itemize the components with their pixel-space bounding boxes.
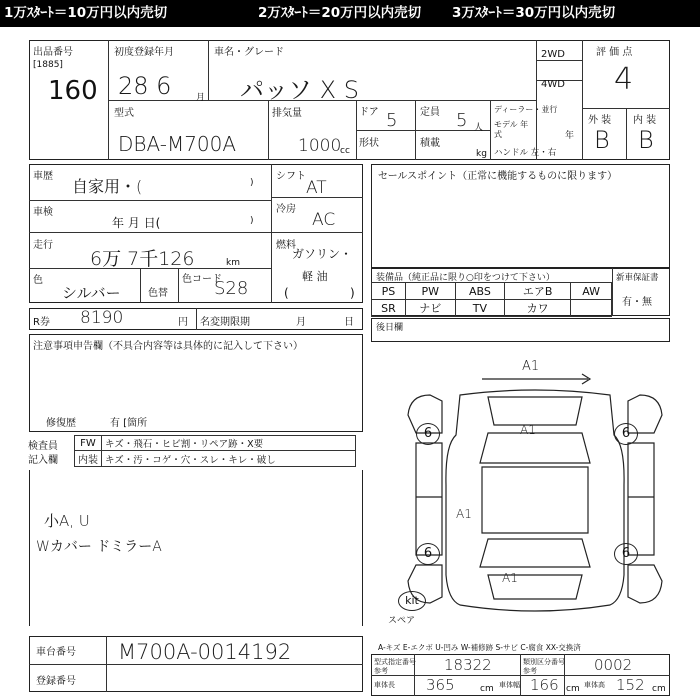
ref-label-1: 参考 (374, 667, 388, 675)
banner-text-3: 3万ｽﾀｰﾄ＝30万円以内売切 (452, 5, 616, 21)
reg-date-value: 28 6 (118, 72, 172, 100)
ac-value: AC (312, 210, 336, 230)
exterior-label: 外 装 (588, 115, 612, 126)
interior-text: キズ・汚・コゲ・穴・スレ・キレ・破し (102, 451, 356, 467)
model-year-label: モデル 年式 (494, 120, 529, 139)
after-label: 後日欄 (376, 323, 404, 333)
interior-label: 内 装 (633, 115, 657, 126)
hand-note-1: 小A, U (44, 512, 90, 530)
lot-sub: [1885] (33, 60, 63, 70)
car-outline-svg (390, 355, 680, 630)
spec-model-label: 型式指定番号 (374, 658, 416, 666)
load-label: 積載 (420, 138, 440, 149)
equip-abs: ABS (455, 283, 505, 300)
spare-kit: kit (398, 591, 426, 611)
tire-rear-left: 6 (416, 543, 440, 565)
equipment-label: 装備品（純正品に限り○印をつけて下さい） (376, 273, 555, 283)
ref-label-2: 参考 (523, 667, 537, 675)
name-value: パッソ X S (240, 76, 359, 104)
color-label: 色 (33, 275, 43, 286)
exterior-grade: B (594, 126, 610, 154)
mileage-unit: km (226, 258, 240, 268)
door-value: 5 (386, 110, 398, 131)
length-unit: cm (480, 684, 494, 694)
due-label: 名変期限期 (200, 317, 250, 328)
recycle-label: R券 (33, 317, 50, 328)
tire-front-left: 6 (416, 423, 440, 445)
damage-a1-side: A1 (456, 507, 472, 521)
dealer-label: ディーラー・並行 (494, 105, 558, 114)
spec-model-value: 18322 (444, 656, 492, 674)
length-value: 365 (426, 676, 455, 694)
fw-cell: FW (75, 436, 102, 451)
equip-tv: TV (455, 300, 505, 317)
recycle-unit: 円 (178, 317, 188, 328)
disp-unit: cc (340, 146, 350, 156)
lot-label: 出品番号 (33, 47, 73, 58)
sales-points-label: セールスポイント（正常に機能するものに限ります） (378, 171, 618, 182)
class-value: 0002 (594, 656, 633, 674)
reg-date-label: 初度登録年月 (114, 47, 174, 58)
capacity-label: 定員 (420, 107, 440, 118)
shift-label: シフト (276, 171, 306, 182)
damage-a1-roof: A1 (520, 423, 536, 437)
width-unit: cm (566, 684, 580, 694)
fuel-label: 燃料 (276, 240, 296, 251)
grade-label: 評 価 点 (596, 47, 633, 58)
color-value: シルバー (62, 284, 121, 302)
inspection-value: 年 月 日( (112, 216, 161, 230)
lot-number: 160 (48, 76, 98, 106)
class-label: 類別区分番号 (523, 658, 565, 666)
chassis-label: 車台番号 (36, 647, 76, 658)
inspection-label: 車検 (33, 207, 53, 218)
equip-ps: PS (372, 283, 406, 300)
year-unit: 年 (565, 131, 575, 141)
load-unit: kg (476, 149, 487, 159)
banner-text-1: 1万ｽﾀｰﾄ＝10万円以内売切 (4, 5, 168, 21)
shape-label: 形状 (359, 138, 379, 149)
recycle-value: 8190 (80, 308, 124, 328)
capacity-value: 5 (456, 110, 468, 131)
auction-banner (0, 0, 700, 27)
tire-front-right: 6 (614, 423, 638, 445)
name-label: 車名・グレード (214, 47, 284, 58)
history-value: 自家用・( (72, 177, 143, 196)
drive-2wd: 2WD (541, 49, 565, 60)
length-label: 車体長 (374, 681, 395, 689)
disp-value: 1000 (298, 136, 342, 156)
height-value: 152 (616, 676, 645, 694)
door-label: ドア (359, 107, 379, 118)
warranty-label: 新車保証書 (616, 273, 659, 283)
due-month: 月 (296, 317, 306, 328)
handle-label: ハンドル 左・右 (494, 148, 557, 158)
disp-label: 排気量 (272, 108, 302, 119)
fuel-value-2: 軽 油 (302, 270, 328, 283)
shift-value: AT (306, 178, 327, 198)
equip-airbag: エアB (505, 283, 571, 300)
damage-legend: A-キズ E-エクボ U-凹み W-補修跡 S-サビ C-腐食 XX-交換済 (378, 643, 581, 652)
color-change-label: 色替 (148, 288, 168, 299)
damage-a1-rear: A1 (502, 571, 518, 585)
color-code-label: 色コード (182, 274, 222, 285)
equip-navi: ナビ (405, 300, 455, 317)
equip-pw: PW (405, 283, 455, 300)
spare-label: スペア (388, 616, 416, 626)
ac-label: 冷房 (276, 204, 296, 215)
width-value: 166 (530, 676, 559, 694)
banner-text-2: 2万ｽﾀｰﾄ＝20万円以内売切 (258, 5, 422, 21)
model-label: 型式 (114, 108, 134, 119)
model-value: DBA-M700A (118, 132, 237, 156)
repair-label: 修復歴 (46, 418, 76, 429)
interior-grade: B (638, 126, 654, 154)
after-note-section (371, 318, 670, 342)
inspector-label-1: 検査員 (28, 441, 58, 452)
mileage-value: 6万 7千126 (90, 248, 195, 270)
repair-value: 有 [箇所 (110, 418, 148, 429)
equip-sr: SR (372, 300, 406, 317)
vehicle-diagram (390, 355, 680, 630)
mileage-label: 走行 (33, 240, 53, 251)
hand-note-2: Wカバー ドミラーA (36, 539, 162, 555)
reg-month-unit: 月 (196, 93, 206, 103)
tire-rear-right: 6 (614, 543, 638, 565)
inspector-table (74, 435, 356, 467)
fw-text: キズ・飛石・ヒビ割・リペア跡・X要 (102, 436, 356, 451)
reg-number-label: 登録番号 (36, 676, 76, 687)
notes-label: 注意事項申告欄（不具合内容等は具体的に記入して下さい） (33, 341, 303, 352)
fuel-value-1: ガソリン・ (292, 247, 353, 261)
history-label: 車歴 (33, 171, 53, 182)
equip-aw: AW (571, 283, 612, 300)
warranty-value: 有・無 (622, 297, 652, 308)
color-code-value: S28 (214, 278, 249, 299)
height-unit: cm (652, 684, 666, 694)
width-label: 車体幅 (499, 681, 520, 689)
damage-a1-top: A1 (522, 359, 540, 374)
height-label: 車体高 (584, 681, 605, 689)
grade-value: 4 (614, 62, 634, 97)
interior-cell: 内装 (75, 451, 102, 467)
chassis-value: M700A-0014192 (118, 640, 292, 664)
equipment-table (371, 282, 612, 317)
equip-leather: カワ (505, 300, 571, 317)
inspector-label-2: 記入欄 (28, 455, 58, 466)
capacity-unit: 人 (474, 123, 484, 133)
drive-4wd: 4WD (541, 79, 565, 90)
due-day: 日 (344, 317, 354, 328)
